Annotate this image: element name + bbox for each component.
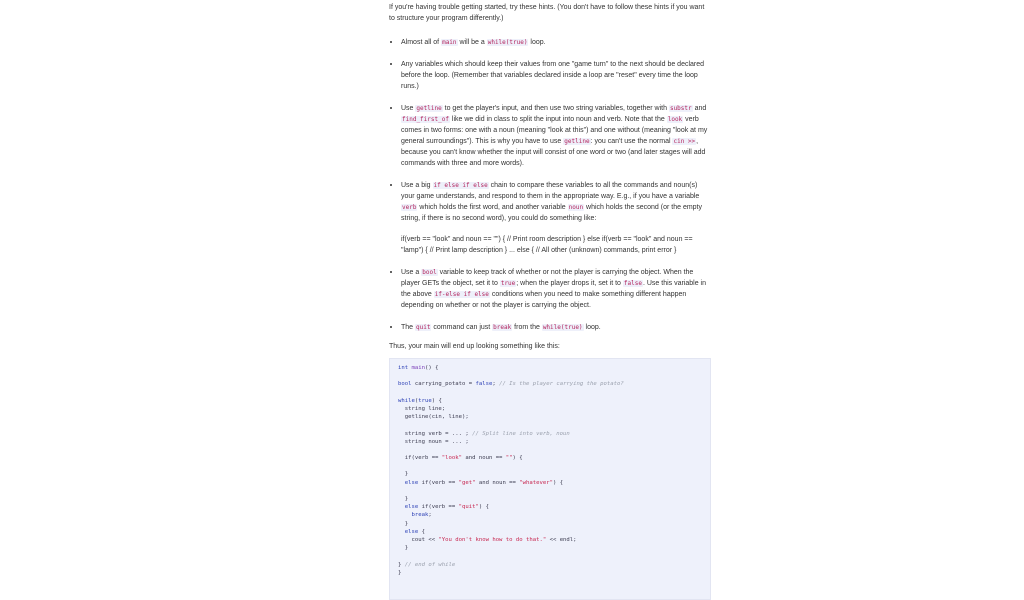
inline-code: true [500,280,516,287]
hint-text: from the [512,324,542,331]
hint-text: , because you can't know whether the input will consist of one word or two (and later stages will add commands with three and more words). [401,138,706,167]
hint-text: which holds the second (or the empty string, if there is no second word), you could do something like: [401,204,703,222]
code-comment: // Is the player carrying the potato? [499,381,624,388]
hint-text: and [692,105,707,112]
code-blank-line [398,389,702,397]
code-line [398,561,702,569]
code-line [398,364,702,372]
inline-code: getline [564,138,590,145]
inline-code: main [442,39,457,46]
code-token: ) { [478,504,489,511]
code-string: "whatever" [519,479,553,486]
hint-text: chain to compare these variables to all the commands and noun(s) your game understands, and respond to them in the appropriate way. E.g., if you have a variable [401,182,700,200]
code-line [398,495,702,503]
code-token: } [398,569,402,576]
code-comment: // end of while [404,561,456,568]
code-token: { [418,528,425,535]
inline-code: find_first_of [402,116,449,123]
code-token: else [404,479,419,486]
inline-code: noun [568,204,584,211]
code-token: } [404,545,409,552]
code-line [398,430,702,438]
hint-text: to get the player's input, and then use two string variables, together with [442,105,669,112]
code-token: main [411,365,425,371]
code-token: if(verb == [418,479,459,486]
code-token: ; [428,512,432,519]
code-token: true [418,397,432,404]
code-line [398,438,702,446]
code-token: int [398,365,409,371]
code-blank-line [398,446,702,454]
code-line [398,503,702,511]
code-block [389,358,711,600]
code-token: string verb = ... ; [404,430,473,437]
inline-code: cin >> [673,138,696,145]
hint-text: verb comes in two forms: one with a noun (meaning "look at this") and one without (meaning "look at my general surroundings"). This is why you have to use [401,116,708,145]
inline-code: while(true) [487,39,528,46]
code-line [398,569,702,577]
inline-code: getline [416,105,442,112]
hint-item-variables [401,58,711,92]
hint-text: command can just [431,324,493,331]
code-line [398,413,702,421]
code-comment: // Split line into verb, noun [472,430,570,437]
code-string: "" [505,455,513,462]
hints-list-continued [389,266,711,333]
code-token: } [404,471,409,478]
hint-text: ; when the player drops it, set it to [516,280,623,287]
code-line [398,454,702,462]
example-snippet: if(verb == "look" and noun == "") { // Print room description } else if(verb == "look" and noun == "lamp") { // Print lamp description } ... else { // All other (unknown) commands, print error } [401,236,693,254]
code-token: string line; [404,405,446,412]
code-token: () { [424,365,439,371]
inline-code: false [623,280,642,287]
code-blank-line [398,421,702,429]
hint-text: conditions when you need to make something different happen depending on whether or not the player is carrying the object. [401,291,687,309]
code-blank-line [398,487,702,495]
hint-text: Use a [401,269,422,276]
code-token: and noun == [462,455,506,462]
hint-text: Any variables which should keep their values from one "game turn" to the next should be declared before the loop. (Remember that variables declared inside a loop are "reset" every time the loop runs.) [401,61,705,90]
code-line [398,470,702,478]
hint-text: Use [401,105,416,112]
hint-item-main-loop [401,36,711,48]
hint-text: like we did in class to split the input into noun and verb. Note that the [449,116,667,123]
code-token: break [411,512,429,519]
code-token: false [475,381,493,388]
intro-paragraph: If you're having trouble getting started, try these hints. (You don't have to follow these hints if you want to structure your program differently.) [389,4,705,22]
inline-code: verb [402,204,417,211]
hint-item-if-chain [401,179,711,224]
hint-text: The [401,324,416,331]
code-blank-line [398,552,702,560]
code-line [398,511,702,519]
code-token: } [398,561,405,568]
hint-text: variable to keep track of whether or not the player is carrying the object. When the player GETs the object, set it to [401,269,694,287]
code-line [398,528,702,536]
code-token: while [398,397,415,404]
code-token: } [404,496,409,502]
hint-text: : you can't use the normal [590,138,673,145]
hint-text: loop. [528,39,546,46]
code-line [398,520,702,528]
code-token: if(verb == [418,504,459,511]
code-line [398,380,702,388]
code-string: "quit" [458,504,479,511]
code-token: ( [414,397,419,404]
hint-text: loop. [583,324,601,331]
code-line [398,536,702,544]
code-token: getline(cin, line); [404,414,469,421]
code-token: else [404,504,419,511]
code-token: cout << [411,536,439,543]
hint-item-quit [401,321,711,333]
code-token: carrying_potato = [411,381,476,388]
hint-text: Use a big [401,182,433,189]
code-token: else [404,528,419,535]
code-token: ) { [512,455,523,462]
code-line [398,405,702,413]
code-token: bool [398,381,412,388]
closing-paragraph: Thus, your main will end up looking something like this: [389,343,560,350]
hints-list [389,36,711,224]
code-token: } [404,520,409,527]
hint-text: . Use this variable in the above [401,280,706,298]
instructions-document [389,2,711,600]
code-line [398,479,702,487]
inline-code: quit [416,324,431,331]
hint-item-getline [401,102,711,169]
inline-code: if else if else [433,182,488,189]
inline-code: break [493,324,512,331]
inline-code: bool [422,269,437,276]
code-token: and noun == [475,479,520,486]
code-string: "look" [441,455,463,462]
code-blank-line [398,372,702,380]
hint-item-bool [401,266,711,311]
inline-code: substr [669,105,692,112]
code-line [398,544,702,552]
inline-code: if-else if else [434,291,489,298]
code-token: ) { [431,397,442,404]
code-string: "You don't know how to do that." [438,536,547,543]
code-token: << endl; [546,536,577,543]
code-token: ; [492,381,500,388]
code-token: string noun = ... ; [404,438,469,445]
code-token: ) { [552,479,564,486]
hint-text: Almost all of [401,39,442,46]
code-line [398,397,702,405]
hint-text: which holds the first word, and another variable [417,204,568,211]
inline-code: while(true) [542,324,583,331]
inline-code: look [667,116,683,123]
code-token: if(verb == [404,455,442,462]
code-string: "get" [458,479,476,486]
hint-text: will be a [457,39,487,46]
code-blank-line [398,462,702,470]
